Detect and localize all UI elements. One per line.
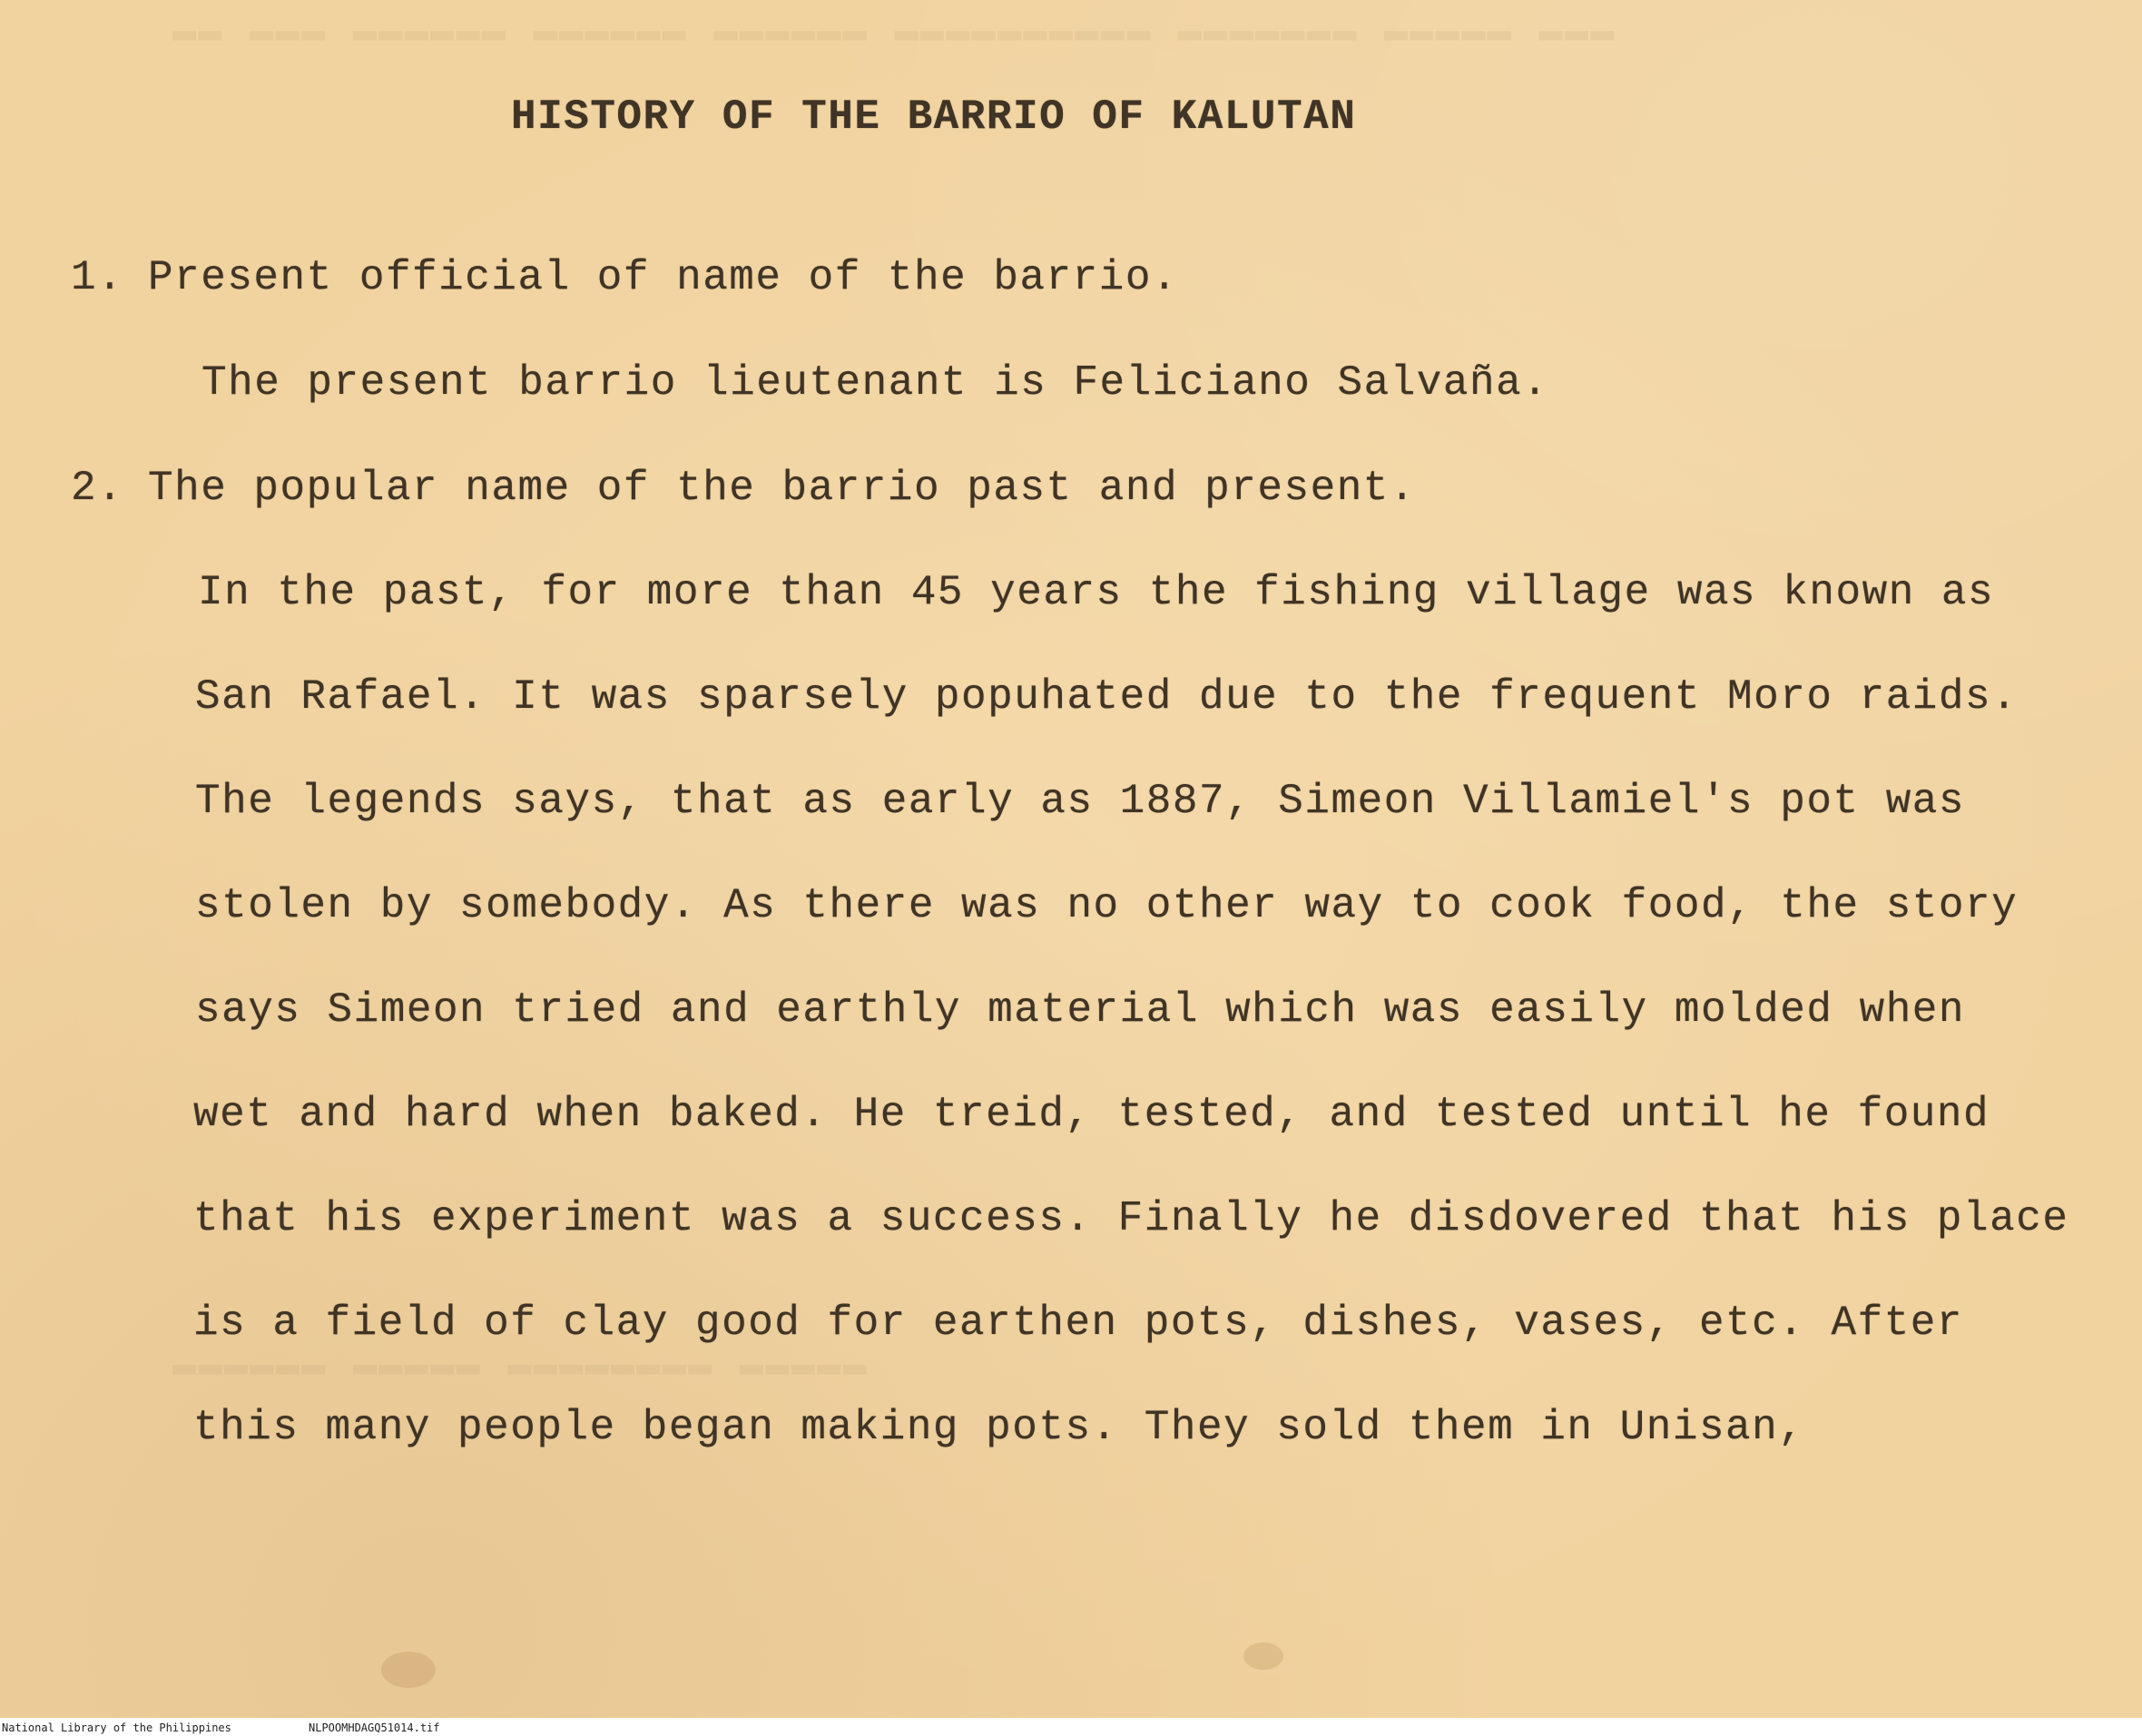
file-name: NLPOOMHDAGQ51014.tif bbox=[309, 1721, 440, 1734]
answer-line: wet and hard when baked. He treid, tested, and tested until he found bbox=[193, 1091, 1990, 1138]
library-name: National Library of the Philippines bbox=[2, 1721, 231, 1734]
paper-stain bbox=[381, 1652, 436, 1688]
answer-line: says Simeon tried and earthly material which was easily molded when bbox=[195, 986, 1966, 1034]
answer-line: The legends says, that as early as 1887, Simeon Villamiel's pot was bbox=[195, 778, 1966, 825]
item-number: 1. bbox=[71, 254, 124, 301]
answer-line: this many people began making pots. They sold them in Unisan, bbox=[193, 1404, 1805, 1451]
bleed-through-texture: ▬▬ ▬▬▬ ▬▬▬▬▬▬ ▬▬▬▬▬▬ ▬▬▬▬▬▬ ▬▬▬▬▬▬▬▬▬▬ ▬▬▬▬▬▬▬ ▬▬▬▬▬ ▬▬▬ bbox=[172, 9, 1616, 54]
scan-footer bbox=[0, 1718, 2142, 1736]
answer-line: In the past, for more than 45 years the fishing village was known as bbox=[198, 569, 1995, 616]
paper-stain bbox=[1243, 1643, 1283, 1670]
bleed-through-texture: ▬▬▬▬▬▬ ▬▬▬▬▬ ▬▬▬▬▬▬▬▬ ▬▬▬▬▬ bbox=[172, 1343, 869, 1388]
document-title: HISTORY OF THE BARRIO OF KALUTAN bbox=[511, 93, 1357, 141]
item-heading: Present official of name of the barrio. bbox=[148, 254, 1179, 301]
answer-line: is a field of clay good for earthen pots, dishes, vases, etc. After bbox=[193, 1300, 1964, 1347]
answer-line: stolen by somebody. As there was no other way to cook food, the story bbox=[195, 882, 2019, 929]
answer-line: The present barrio lieutenant is Feliciano Salvaña. bbox=[201, 359, 1549, 407]
answer-line: San Rafael. It was sparsely popuhated due to the frequent Moro raids. bbox=[195, 673, 2019, 721]
item-number: 2. bbox=[71, 465, 124, 512]
item-heading: The popular name of the barrio past and present. bbox=[148, 465, 1417, 512]
answer-line: that his experiment was a success. Finally he disdovered that his place bbox=[193, 1195, 2069, 1242]
